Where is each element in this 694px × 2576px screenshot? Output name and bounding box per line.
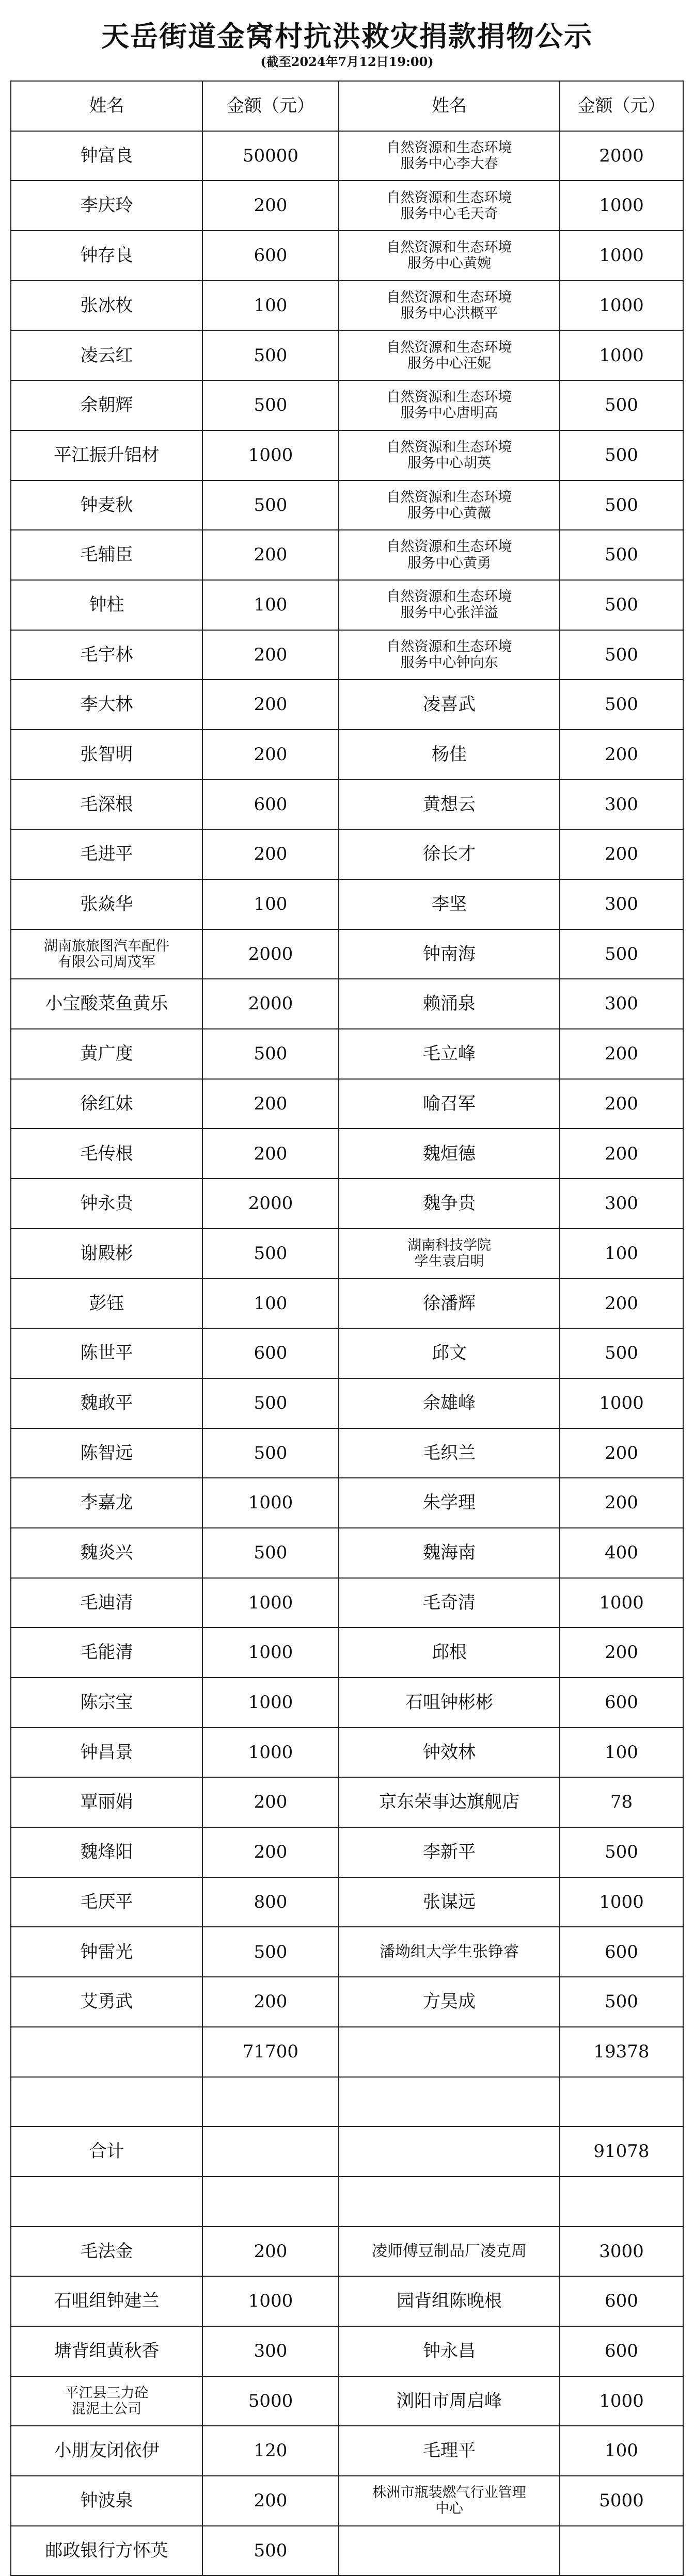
- donor-name-left: 陈宗宝: [11, 1678, 202, 1728]
- table-row: [11, 530, 683, 580]
- donor-amount-right: 500: [560, 580, 683, 630]
- table-row: [11, 1728, 683, 1778]
- donor-name-right: 自然资源和生态环境 服务中心洪概平: [339, 281, 560, 331]
- donor-amount-right: 500: [560, 929, 683, 979]
- donor-amount-left: 800: [202, 1877, 339, 1927]
- donor-name-left: 彭钰: [11, 1279, 202, 1329]
- donor-amount-left: 50000: [202, 131, 339, 181]
- donor-amount-left: 200: [202, 181, 339, 231]
- donor-amount-left: 1000: [202, 1728, 339, 1778]
- donor-name-right: 自然资源和生态环境 服务中心李大春: [339, 131, 560, 181]
- donor-amount-left: 200: [202, 829, 339, 879]
- donor-amount-left: 200: [202, 2476, 339, 2526]
- donor-name-right: [339, 2027, 560, 2077]
- donor-name-left: 钟存良: [11, 231, 202, 281]
- donor-amount-left: 5000: [202, 2376, 339, 2426]
- table-row: [11, 1029, 683, 1079]
- table-row: [11, 1678, 683, 1728]
- page-title: 天岳街道金窝村抗洪救灾捐款捐物公示: [101, 20, 593, 53]
- donor-amount-right: 1000: [560, 330, 683, 380]
- donor-amount-right: 200: [560, 1478, 683, 1528]
- donor-name-left: 陈世平: [11, 1328, 202, 1378]
- donor-amount-left: 500: [202, 1229, 339, 1279]
- donor-amount-right: 1000: [560, 1877, 683, 1927]
- donor-amount-right: 200: [560, 1079, 683, 1129]
- table-row: [11, 1478, 683, 1528]
- donor-amount-left: 500: [202, 480, 339, 530]
- donor-name-left: 魏烽阳: [11, 1827, 202, 1877]
- donor-amount-right: 300: [560, 780, 683, 830]
- donor-amount-left: 200: [202, 1129, 339, 1179]
- table-row: [11, 829, 683, 879]
- table-row: [11, 2476, 683, 2526]
- donor-name-left: 覃丽娟: [11, 1777, 202, 1827]
- donor-name-right: 株洲市瓶装燃气行业管理 中心: [339, 2476, 560, 2526]
- donor-name-left: 钟波泉: [11, 2476, 202, 2526]
- donor-name-left: 合计: [11, 2127, 202, 2177]
- table-row: [11, 1378, 683, 1428]
- donor-name-right: [339, 2127, 560, 2177]
- table-row: [11, 1927, 683, 1977]
- donor-amount-right: 600: [560, 1927, 683, 1977]
- header-name-right: 姓名: [339, 81, 560, 131]
- table-row: [11, 979, 683, 1029]
- header-amount-right: 金额（元）: [560, 81, 683, 131]
- donor-name-right: 石咀钟彬彬: [339, 1678, 560, 1728]
- donor-name-left: 陈智远: [11, 1428, 202, 1478]
- donor-name-left: 毛厌平: [11, 1877, 202, 1927]
- donor-name-right: 自然资源和生态环境 服务中心黄勇: [339, 530, 560, 580]
- donor-amount-left: 100: [202, 1279, 339, 1329]
- donor-name-right: 朱学理: [339, 1478, 560, 1528]
- donor-amount-right: 3000: [560, 2227, 683, 2277]
- donor-name-left: 黄广度: [11, 1029, 202, 1079]
- donor-amount-right: 500: [560, 480, 683, 530]
- table-row: [11, 730, 683, 780]
- donor-amount-right: 500: [560, 1977, 683, 2027]
- donor-amount-right: 1000: [560, 181, 683, 231]
- donor-name-right: 赖涌泉: [339, 979, 560, 1029]
- donor-name-right: 浏阳市周启峰: [339, 2376, 560, 2426]
- table-row: [11, 1977, 683, 2027]
- donor-name-right: 喻召军: [339, 1079, 560, 1129]
- donor-amount-left: 500: [202, 2526, 339, 2576]
- donor-name-right: 自然资源和生态环境 服务中心黄婉: [339, 231, 560, 281]
- donor-amount-left: 200: [202, 2227, 339, 2277]
- donor-name-right: [339, 2526, 560, 2576]
- donor-name-right: 李新平: [339, 1827, 560, 1877]
- donor-amount-right: 400: [560, 1528, 683, 1578]
- donor-name-right: 毛理平: [339, 2426, 560, 2476]
- donor-name-right: 园背组陈晚根: [339, 2276, 560, 2326]
- donor-amount-left: 200: [202, 1777, 339, 1827]
- donor-name-right: 钟效林: [339, 1728, 560, 1778]
- donor-amount-left: 600: [202, 780, 339, 830]
- donor-name-right: 自然资源和生态环境 服务中心胡英: [339, 430, 560, 480]
- donor-amount-left: 71700: [202, 2027, 339, 2077]
- donor-name-left: [11, 2077, 202, 2127]
- table-row: [11, 480, 683, 530]
- donor-amount-right: 500: [560, 530, 683, 580]
- donor-amount-left: 200: [202, 680, 339, 730]
- table-row: [11, 2177, 683, 2227]
- donor-amount-right: 600: [560, 1678, 683, 1728]
- donor-name-left: 钟永贵: [11, 1179, 202, 1229]
- table-row: [11, 231, 683, 281]
- donor-amount-left: 200: [202, 1827, 339, 1877]
- table-row: [11, 2027, 683, 2077]
- table-row: [11, 131, 683, 181]
- table-row: [11, 780, 683, 830]
- donor-name-right: 徐潘辉: [339, 1279, 560, 1329]
- table-row: [11, 1428, 683, 1478]
- donor-name-right: 自然资源和生态环境 服务中心汪妮: [339, 330, 560, 380]
- donor-amount-left: 500: [202, 1428, 339, 1478]
- donor-name-left: 张焱华: [11, 879, 202, 929]
- table-row: [11, 380, 683, 430]
- table-row: [11, 1229, 683, 1279]
- donor-name-right: [339, 2077, 560, 2127]
- donor-name-left: 毛法金: [11, 2227, 202, 2277]
- donor-name-left: 塘背组黄秋香: [11, 2326, 202, 2376]
- table-row: [11, 1827, 683, 1877]
- donor-name-left: 余朝辉: [11, 380, 202, 430]
- donor-amount-right: 100: [560, 1728, 683, 1778]
- donor-amount-left: 100: [202, 879, 339, 929]
- donor-amount-right: 1000: [560, 281, 683, 331]
- donor-amount-left: [202, 2077, 339, 2127]
- donor-amount-left: 1000: [202, 2276, 339, 2326]
- donor-name-right: 方昊成: [339, 1977, 560, 2027]
- donor-amount-right: 78: [560, 1777, 683, 1827]
- donor-amount-left: [202, 2127, 339, 2177]
- table-row: [11, 430, 683, 480]
- donor-amount-left: 2000: [202, 979, 339, 1029]
- donor-amount-right: 500: [560, 630, 683, 680]
- donor-amount-left: 300: [202, 2326, 339, 2376]
- donor-name-left: 毛深根: [11, 780, 202, 830]
- donor-name-right: 魏海南: [339, 1528, 560, 1578]
- donor-name-right: 魏烜德: [339, 1129, 560, 1179]
- donor-name-left: 艾勇武: [11, 1977, 202, 2027]
- donor-name-left: 魏敢平: [11, 1378, 202, 1428]
- donor-amount-right: 1000: [560, 231, 683, 281]
- donor-name-left: 李庆玲: [11, 181, 202, 231]
- donor-amount-right: 200: [560, 1279, 683, 1329]
- donor-name-right: 邱文: [339, 1328, 560, 1378]
- page-subtitle: (截至2024年7月12日19:00): [260, 54, 434, 69]
- donor-amount-right: 200: [560, 1129, 683, 1179]
- donor-name-left: [11, 2027, 202, 2077]
- donor-amount-right: 200: [560, 730, 683, 780]
- donor-name-right: 杨佳: [339, 730, 560, 780]
- table-row: [11, 1328, 683, 1378]
- donor-amount-right: 1000: [560, 2376, 683, 2426]
- donor-amount-right: 300: [560, 979, 683, 1029]
- table-row: [11, 1777, 683, 1827]
- donor-name-right: 邱根: [339, 1628, 560, 1678]
- donor-amount-right: 200: [560, 1628, 683, 1678]
- donor-name-left: 钟昌景: [11, 1728, 202, 1778]
- donor-name-left: 平江县三力砼 混泥土公司: [11, 2376, 202, 2426]
- donor-amount-right: 500: [560, 380, 683, 430]
- table-row: [11, 2326, 683, 2376]
- donor-name-left: 凌云红: [11, 330, 202, 380]
- donor-name-left: 平江振升铝材: [11, 430, 202, 480]
- donor-amount-left: 2000: [202, 1179, 339, 1229]
- donor-name-left: 钟富良: [11, 131, 202, 181]
- table-row: [11, 1628, 683, 1678]
- donor-name-right: 钟南海: [339, 929, 560, 979]
- donor-amount-left: 1000: [202, 1478, 339, 1528]
- donor-amount-left: 1000: [202, 1578, 339, 1628]
- donor-name-left: 谢殿彬: [11, 1229, 202, 1279]
- donor-amount-left: 500: [202, 1927, 339, 1977]
- table-row: [11, 1279, 683, 1329]
- table-row: [11, 680, 683, 730]
- donor-name-right: 潘坳组大学生张铮睿: [339, 1927, 560, 1977]
- donor-name-right: 自然资源和生态环境 服务中心张洋溢: [339, 580, 560, 630]
- donor-amount-left: 100: [202, 281, 339, 331]
- donor-amount-right: 600: [560, 2276, 683, 2326]
- donor-name-right: 自然资源和生态环境 服务中心黄薇: [339, 480, 560, 530]
- donor-name-right: 徐长才: [339, 829, 560, 879]
- donor-amount-right: 5000: [560, 2476, 683, 2526]
- donor-amount-right: 91078: [560, 2127, 683, 2177]
- header-name-left: 姓名: [11, 81, 202, 131]
- donor-amount-left: 120: [202, 2426, 339, 2476]
- table-row: [11, 630, 683, 680]
- donor-name-right: 毛奇清: [339, 1578, 560, 1628]
- donor-name-right: 凌师傅豆制品厂凌克周: [339, 2227, 560, 2277]
- donor-name-left: 小宝酸菜鱼黄乐: [11, 979, 202, 1029]
- donor-amount-left: 200: [202, 1977, 339, 2027]
- donor-amount-left: 200: [202, 730, 339, 780]
- table-row: [11, 2077, 683, 2127]
- donor-amount-left: 200: [202, 530, 339, 580]
- donor-name-right: 湖南科技学院 学生袁启明: [339, 1229, 560, 1279]
- donor-amount-left: 600: [202, 1328, 339, 1378]
- donor-amount-right: 300: [560, 1179, 683, 1229]
- table-row: [11, 2227, 683, 2277]
- donor-amount-left: 600: [202, 231, 339, 281]
- donor-name-left: 张智明: [11, 730, 202, 780]
- donor-name-left: 毛能清: [11, 1628, 202, 1678]
- donor-name-right: 钟永昌: [339, 2326, 560, 2376]
- donor-name-right: 自然资源和生态环境 服务中心唐明高: [339, 380, 560, 430]
- table-row: [11, 281, 683, 331]
- donor-name-left: 钟麦秋: [11, 480, 202, 530]
- donor-amount-right: 500: [560, 1827, 683, 1877]
- donor-name-left: 小朋友闭依伊: [11, 2426, 202, 2476]
- donor-amount-right: 200: [560, 1428, 683, 1478]
- donor-amount-right: 500: [560, 1328, 683, 1378]
- donor-name-left: 毛迪清: [11, 1578, 202, 1628]
- donor-amount-right: 100: [560, 2426, 683, 2476]
- donor-amount-left: 500: [202, 380, 339, 430]
- table-row: [11, 1129, 683, 1179]
- donor-name-right: 毛织兰: [339, 1428, 560, 1478]
- donor-name-left: [11, 2177, 202, 2227]
- donor-amount-right: 200: [560, 1029, 683, 1079]
- donor-amount-right: [560, 2077, 683, 2127]
- donor-name-right: 凌喜武: [339, 680, 560, 730]
- donor-amount-right: 200: [560, 829, 683, 879]
- donor-amount-left: 1000: [202, 1678, 339, 1728]
- table-row: [11, 181, 683, 231]
- donor-amount-left: 500: [202, 1029, 339, 1079]
- donor-amount-right: [560, 2177, 683, 2227]
- donor-amount-right: [560, 2526, 683, 2576]
- donor-amount-right: 1000: [560, 1378, 683, 1428]
- table-row: [11, 2127, 683, 2177]
- table-row: [11, 929, 683, 979]
- donor-name-left: 毛辅臣: [11, 530, 202, 580]
- donor-name-left: 李大林: [11, 680, 202, 730]
- donor-amount-left: 200: [202, 630, 339, 680]
- donor-amount-left: 500: [202, 1528, 339, 1578]
- donor-name-left: 毛宇林: [11, 630, 202, 680]
- donor-name-left: 毛传根: [11, 1129, 202, 1179]
- donor-name-left: 邮政银行方怀英: [11, 2526, 202, 2576]
- donation-table: [10, 81, 684, 2576]
- donor-name-right: 黄想云: [339, 780, 560, 830]
- donor-name-left: 张冰枚: [11, 281, 202, 331]
- donor-name-left: 钟雷光: [11, 1927, 202, 1977]
- donor-name-left: 徐红妹: [11, 1079, 202, 1129]
- table-row: [11, 2426, 683, 2476]
- table-row: [11, 2526, 683, 2576]
- donor-amount-right: 2000: [560, 131, 683, 181]
- donor-name-left: 毛进平: [11, 829, 202, 879]
- table-row: [11, 2276, 683, 2326]
- donor-name-right: 自然资源和生态环境 服务中心毛天奇: [339, 181, 560, 231]
- table-row: [11, 330, 683, 380]
- donor-name-left: 钟柱: [11, 580, 202, 630]
- donor-amount-left: 200: [202, 1079, 339, 1129]
- donor-amount-right: 500: [560, 680, 683, 730]
- donor-amount-right: 100: [560, 1229, 683, 1279]
- donor-amount-right: 19378: [560, 2027, 683, 2077]
- table-header-row: [11, 81, 683, 131]
- table-row: [11, 1079, 683, 1129]
- table-row: [11, 879, 683, 929]
- donor-amount-left: 1000: [202, 430, 339, 480]
- donor-amount-left: 500: [202, 330, 339, 380]
- donor-name-left: 李嘉龙: [11, 1478, 202, 1528]
- donor-name-right: 京东荣事达旗舰店: [339, 1777, 560, 1827]
- donor-name-right: 李坚: [339, 879, 560, 929]
- donor-amount-left: 100: [202, 580, 339, 630]
- donor-name-right: 张谋远: [339, 1877, 560, 1927]
- donor-name-right: 余雄峰: [339, 1378, 560, 1428]
- donor-name-right: 自然资源和生态环境 服务中心钟向东: [339, 630, 560, 680]
- header-amount-left: 金额（元）: [202, 81, 339, 131]
- donor-name-right: 毛立峰: [339, 1029, 560, 1079]
- table-row: [11, 1877, 683, 1927]
- donor-name-left: 湖南旅旅图汽车配件 有限公司周茂军: [11, 929, 202, 979]
- donor-amount-right: 600: [560, 2326, 683, 2376]
- donor-name-left: 石咀组钟建兰: [11, 2276, 202, 2326]
- donor-name-right: 魏争贵: [339, 1179, 560, 1229]
- donor-amount-left: 2000: [202, 929, 339, 979]
- table-row: [11, 580, 683, 630]
- donor-name-right: [339, 2177, 560, 2227]
- table-row: [11, 1179, 683, 1229]
- donor-amount-left: 500: [202, 1378, 339, 1428]
- donor-amount-right: 500: [560, 430, 683, 480]
- table-row: [11, 2376, 683, 2426]
- donor-amount-left: 1000: [202, 1628, 339, 1678]
- donor-name-left: 魏炎兴: [11, 1528, 202, 1578]
- donor-amount-left: [202, 2177, 339, 2227]
- donor-amount-right: 300: [560, 879, 683, 929]
- table-row: [11, 1578, 683, 1628]
- donor-amount-right: 1000: [560, 1578, 683, 1628]
- table-row: [11, 1528, 683, 1578]
